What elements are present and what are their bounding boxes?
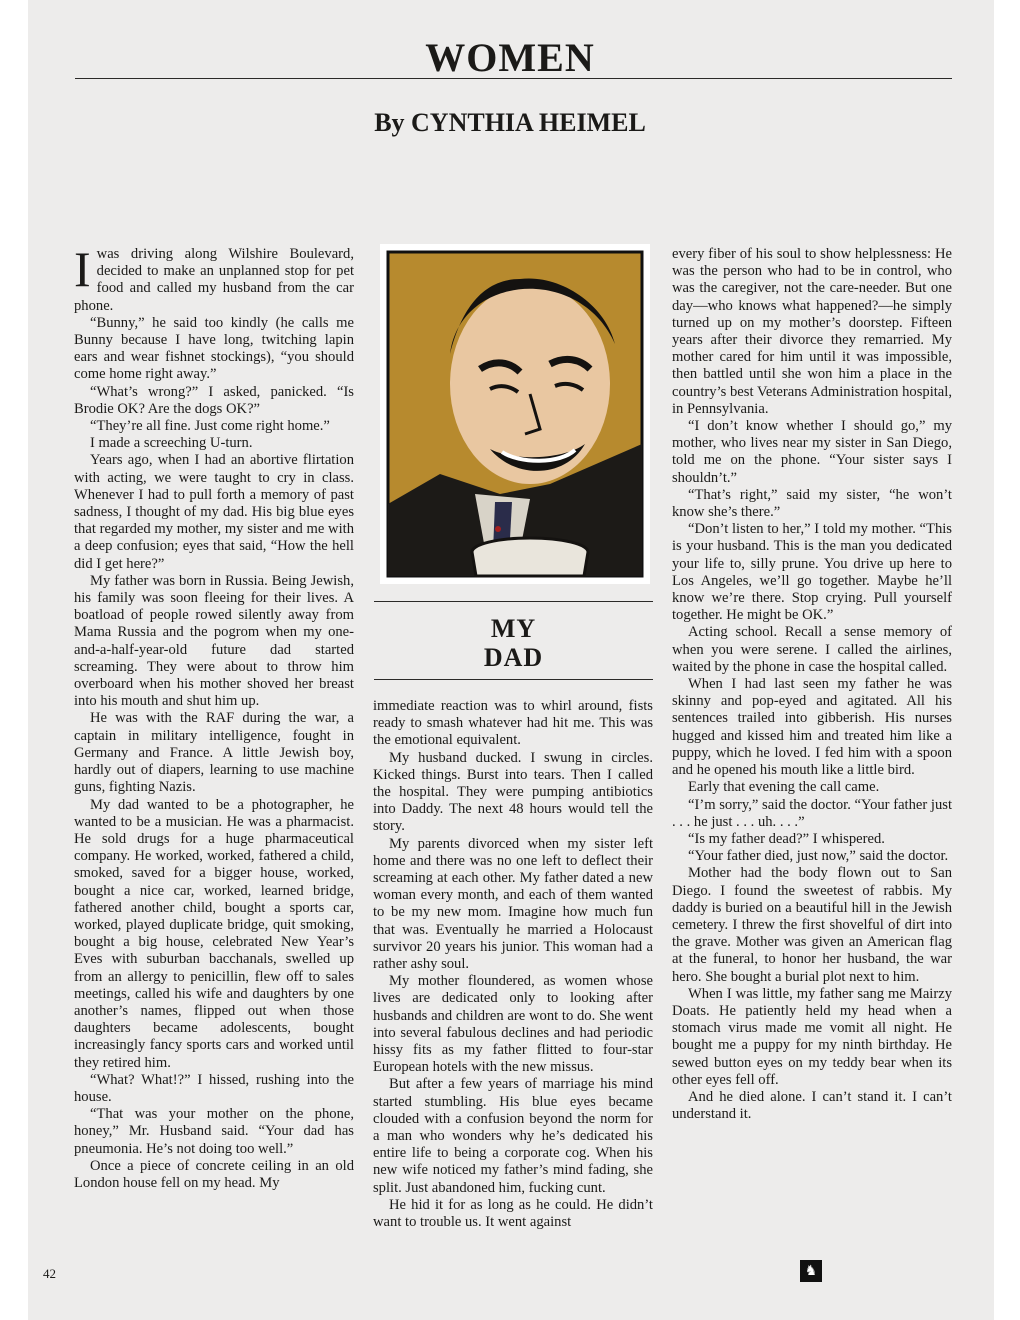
illustration <box>380 244 650 584</box>
article-headline <box>374 614 653 672</box>
article-paragraph: Iwas driving along Wilshire Boulevard, decided to make an unplanned stop for pet food and called my husband from the car phone. <box>74 241 354 314</box>
article-paragraph: He hid it for as long as he could. He didn’t want to trouble us. It went against <box>373 1196 653 1231</box>
article-paragraph: My mother floundered, as women whose lives are dedicated only to looking after husbands and children are wont to do. She went into several fabulous declines and had periodic hissy fits as my father flitted to four-star European hotels with the new missus. <box>373 973 653 1076</box>
article-paragraph: My parents divorced when my sister left home and there was no one left to deflect their screaming at each other. My father dated a new woman every month, and each of them wanted to be my new mom. Imagine how much fun that was. Eventually he married a Holocaust survivor 20 years his junior. This woman had a rather ashy soul. <box>373 835 653 973</box>
article-paragraph: “Don’t listen to her,” I told my mother. “This is your husband. This is the man you dedicated your life to, silly prune. You drive up here to Los Angeles, we’ll go together. Maybe he’ll know we’re there. Stop crying. Pull yourself together. He might be OK.” <box>672 521 952 624</box>
article-paragraph: When I was little, my father sang me Mairzy Doats. He patiently held my head when a stomach virus made me vomit all night. He bought me a puppy for my ninth birthday. He sewed button eyes on my teddy bear when its other eyes fell off. <box>672 985 952 1088</box>
article-column-3 <box>672 246 952 1123</box>
article-paragraph: Early that evening the call came. <box>688 779 880 796</box>
article-paragraph: “What? What!?” I hissed, rushing into the house. <box>74 1071 354 1105</box>
article-paragraph: And he died alone. I can’t stand it. I can’t understand it. <box>672 1088 952 1123</box>
article-paragraph: My father was born in Russia. Being Jewish, his family was soon fleeing for their lives. A boatload of people rowed silently away from Mama Russia and the pogrom when my one-and-a-half-year-old future dad started screaming. They were about to throw him overboard when his mother shoved her breast into his mouth and shut him up. <box>74 572 354 710</box>
article-paragraph: Once a piece of concrete ceiling in an old London house fell on my head. My <box>74 1157 354 1191</box>
article-paragraph: He was with the RAF during the war, a captain in military intelligence, fought in Germany and France. A little Jewish boy, hardly out of diapers, learning to use machine guns, fighting Nazis. <box>74 710 354 796</box>
page-number: 42 <box>43 1266 56 1281</box>
article-paragraph: Acting school. Recall a sense memory of when you were serene. I called the airlines, waited by the phone in case the hospital called. <box>672 624 952 675</box>
article-paragraph: “They’re all fine. Just come right home.” <box>90 418 330 435</box>
article-paragraph: “What’s wrong?” I asked, panicked. “Is Brodie OK? Are the dogs OK?” <box>74 383 354 417</box>
article-paragraph: “I’m sorry,” said the doctor. “Your father just . . . he just . . . uh. . . .” <box>672 796 952 830</box>
headline-rule-top <box>374 601 653 602</box>
rabbit-logo-icon: ♞ <box>800 1260 822 1282</box>
article-paragraph: “Is my father dead?” I whispered. <box>688 830 885 847</box>
article-paragraph: immediate reaction was to whirl around, fists ready to smash whatever had hit me. This was the emotional equivalent. <box>373 698 653 749</box>
article-column-1 <box>74 241 354 1192</box>
article-paragraph: I made a screeching U-turn. <box>90 435 253 452</box>
article-paragraph: “That’s right,” said my sister, “he won’t know she’s there.” <box>672 486 952 521</box>
article-column-2 <box>373 698 653 1231</box>
headline-line-1: MY <box>490 614 537 643</box>
article-paragraph: “Bunny,” he said too kindly (he calls me Bunny because I have long, twitching lapin ears and wear fishnet stockings), “you should come home right away.” <box>74 314 354 383</box>
headline-line-2: DAD <box>483 643 544 672</box>
section-title: WOMEN <box>425 35 595 80</box>
article-paragraph: “Your father died, just now,” said the doctor. <box>688 848 949 865</box>
article-paragraph: When I had last seen my father he was skinny and pop-eyed and agitated. All his sentences trailed into gibberish. His nurses hugged and kissed him and treated him like a puppy, which he loved. I fed him with a spoon and he opened his mouth like a little bird. <box>672 676 952 779</box>
byline: By CYNTHIA HEIMEL <box>374 108 646 137</box>
article-paragraph: Mother had the body flown out to San Diego. I found the sweetest of rabbis. My daddy is buried on a beautiful hill in the Jewish cemetery. I threw the first shovelful of dirt into the grave. Mother was given an American flag at the funeral, to honor her husband, the war hero. She bought a burial plot next to him. <box>672 865 952 985</box>
drop-cap: I <box>74 241 91 297</box>
article-paragraph: My dad wanted to be a photographer, he wanted to be a musician. He was a pharmacist. He sold drugs for a huge pharmaceutical company. He worked, worked, fathered a child, smoked, saved for a bigger house, worked, bought a nice car, worked, learned bridge, fathered another child, bought a sports car, worked, played duplicate bridge, quit smoking, bought a big house, celebrated New Year’s Eves with suburban bacchanals, swelled up from an allergy to penicillin, flew off to sales meetings, called his wife and daughters by one another’s names, flipped out when those daughters became adolescents, bought increasingly fancy sports cars and worked until they retired him. <box>74 796 354 1071</box>
portrait-illustration <box>380 244 650 584</box>
article-paragraph: every fiber of his soul to show helplessness: He was the person who had to be in control, who was the caregiver, not the care-needer. But one day—who knows what happened?—he simply turned up on my mother’s doorstep. Fifteen years after their divorce they remarried. My mother cared for him until it was impossible, then battled until she won him a place in the country’s best Veterans Administration hospital, in Pennsylvania. <box>672 246 952 417</box>
article-paragraph: “That was your mother on the phone, honey,” Mr. Husband said. “Your dad has pneumonia. He’s not doing too well.” <box>74 1106 354 1157</box>
article-paragraph: My husband ducked. I swung in circles. Kicked things. Burst into tears. Then I called the hospital. They were pumping antibiotics into Daddy. The next 48 hours would tell the story. <box>373 749 653 835</box>
article-paragraph: But after a few years of marriage his mind started stumbling. His blue eyes became clouded with a confusion beyond the norm for a man who wonders why he’s dedicated his entire life to being a corporate cog. When his new wife noticed my father’s mind fading, she split. Just abandoned him, fucking cunt. <box>373 1076 653 1196</box>
title-rule <box>75 78 952 79</box>
article-paragraph: “I don’t know whether I should go,” my mother, who lives near my sister in San Diego, told me on the phone. “Your sister says I shouldn’t.” <box>672 418 952 486</box>
article-paragraph: Years ago, when I had an abortive flirtation with acting, we were taught to cry in class. Whenever I had to pull forth a memory of past sadness, I thought of my dad. His big blue eyes that regarded my mother, my sister and me with a deep confusion; eyes that said, “How the hell did I get here?” <box>74 452 354 572</box>
headline-rule-bottom <box>374 679 653 680</box>
